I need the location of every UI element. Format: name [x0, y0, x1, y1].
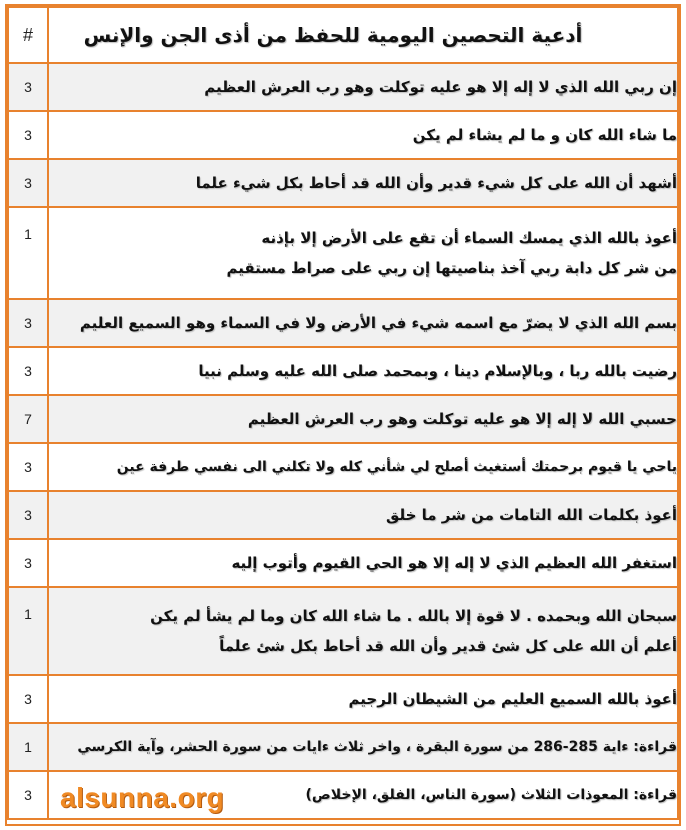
table-row: [8, 63, 678, 111]
table-row: [8, 491, 678, 539]
repeat-count: 3: [8, 491, 48, 539]
dua-text: حسبي الله لا إله إلا هو عليه توكلت وهو رب العرش العظيم: [48, 395, 678, 443]
dua-text: أعوذ بكلمات الله التامات من شر ما خلق: [48, 491, 678, 539]
table-row: [8, 723, 678, 771]
table-header: [8, 7, 678, 63]
repeat-count: 3: [8, 675, 48, 723]
dua-text: أعوذ بالله الذي يمسك السماء أن تقع على الأرض إلا بإذنه من شر كل دابة ربي آخذ بناصيتها إن ربي على صراط مستقيم: [48, 207, 678, 299]
repeat-count: 3: [8, 347, 48, 395]
dua-text: سبحان الله وبحمده . لا قوة إلا بالله . ما شاء الله كان وما لم يشأ لم يكن أعلم أن الله على كل شئ قدير وأن الله قد أحاط بكل شئ علماً: [48, 587, 678, 675]
dua-text: قراءة: ءاية 285-286 من سورة البقرة ، واخر ثلاث ءايات من سورة الحشر، وآية الكرسي: [48, 723, 678, 771]
repeat-count: 3: [8, 111, 48, 159]
repeat-count: 3: [8, 771, 48, 819]
repeat-count: 1: [8, 207, 48, 299]
dua-text: أشهد أن الله على كل شيء قدير وأن الله قد أحاط بكل شيء علما: [48, 159, 678, 207]
table-row: [8, 159, 678, 207]
repeat-count: 1: [8, 587, 48, 675]
table-row: [8, 347, 678, 395]
count-header: #: [8, 7, 48, 63]
table-row: [8, 539, 678, 587]
repeat-count: 3: [8, 63, 48, 111]
site-logo: alsunna.org: [60, 782, 225, 813]
dua-text: أعوذ بالله السميع العليم من الشيطان الرجيم: [48, 675, 678, 723]
table-row: [8, 299, 678, 347]
page-title: أدعية التحصين اليومية للحفظ من أذى الجن والإنس: [48, 7, 678, 63]
repeat-count: 3: [8, 299, 48, 347]
dua-text: استغفر الله العظيم الذي لا إله إلا هو الحي القيوم وأتوب إليه: [48, 539, 678, 587]
dua-text: قراءة: المعوذات الثلاث (سورة الناس، الفلق، الإخلاص): [48, 771, 678, 819]
table-row: [8, 111, 678, 159]
repeat-count: 3: [8, 159, 48, 207]
repeat-count: 1: [8, 723, 48, 771]
dua-text: بسم الله الذي لا يضرّ مع اسمه شيء في الأرض ولا في السماء وهو السميع العليم: [48, 299, 678, 347]
repeat-count: 3: [8, 443, 48, 491]
dua-text: رضيت بالله ربا ، وبالإسلام دينا ، وبمحمد صلى الله عليه وسلم نبيا: [48, 347, 678, 395]
repeat-count: 3: [8, 539, 48, 587]
table-row: [8, 395, 678, 443]
table-row: [8, 587, 678, 675]
repeat-count: 7: [8, 395, 48, 443]
table-row: [8, 207, 678, 299]
table-row: [8, 675, 678, 723]
dua-text: ياحي يا قيوم برحمتك أستغيث أصلح لي شأني كله ولا تكلني الى نفسي طرفة عين: [48, 443, 678, 491]
dua-text: إن ربي الله الذي لا إله إلا هو عليه توكلت وهو رب العرش العظيم: [48, 63, 678, 111]
table-row: [8, 443, 678, 491]
dua-text: ما شاء الله كان و ما لم يشاء لم يكن: [48, 111, 678, 159]
dua-table: [7, 6, 679, 820]
